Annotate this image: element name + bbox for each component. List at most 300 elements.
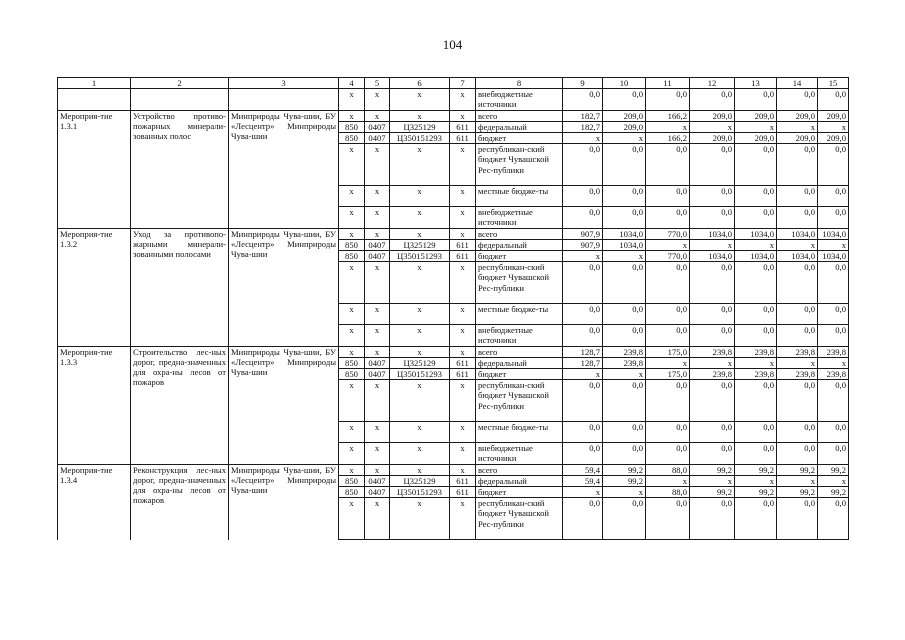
value-cell: 0,0 <box>646 304 690 325</box>
code-cell: 611 <box>450 133 476 144</box>
code-cell: 0407 <box>365 357 390 368</box>
code-cell: x <box>390 380 450 422</box>
value-cell: x <box>818 475 849 486</box>
code-cell: x <box>450 207 476 228</box>
value-cell: 209,0 <box>603 110 646 121</box>
funding-source-cell: внебюджетные источники <box>476 443 563 464</box>
value-cell: 0,0 <box>818 186 849 207</box>
value-cell: 0,0 <box>563 262 603 304</box>
code-cell: Ц350151293 <box>390 487 450 498</box>
column-number-2: 2 <box>131 78 229 89</box>
value-cell: 0,0 <box>603 144 646 186</box>
code-cell: 0407 <box>365 487 390 498</box>
value-cell: 1034,0 <box>735 251 777 262</box>
value-cell: 1034,0 <box>690 228 735 239</box>
code-cell: x <box>450 89 476 110</box>
value-cell: 770,0 <box>646 251 690 262</box>
value-cell: 239,8 <box>735 346 777 357</box>
value-cell: x <box>603 133 646 144</box>
value-cell: 0,0 <box>735 262 777 304</box>
funding-source-cell: республикан-ский бюджет Чувашской Рес-публики <box>476 498 563 540</box>
value-cell: x <box>563 369 603 380</box>
event-name: Строительство лес-ных дорог, предна-значенных для охра-ны лесов от пожаров <box>131 346 229 464</box>
value-cell: 239,8 <box>603 357 646 368</box>
value-cell: 0,0 <box>818 262 849 304</box>
value-cell: 59,4 <box>563 475 603 486</box>
code-cell: x <box>450 422 476 443</box>
code-cell: x <box>365 228 390 239</box>
value-cell: 0,0 <box>818 304 849 325</box>
code-cell: 611 <box>450 475 476 486</box>
code-cell: 611 <box>450 239 476 250</box>
value-cell: x <box>818 121 849 132</box>
code-cell: x <box>450 464 476 475</box>
value-cell: 209,0 <box>735 133 777 144</box>
event-id: Мероприя-тие 1.3.3 <box>58 346 131 464</box>
header-row <box>58 78 849 89</box>
event-name-cell <box>131 89 229 110</box>
event-executors: Минприроды Чува-шии, БУ «Лесцентр» Минприроды Чува-шии <box>229 346 339 464</box>
value-cell: 99,2 <box>690 464 735 475</box>
value-cell: 0,0 <box>603 422 646 443</box>
column-number-15: 15 <box>818 78 849 89</box>
value-cell: 0,0 <box>646 144 690 186</box>
value-cell: 0,0 <box>777 304 818 325</box>
value-cell: x <box>735 239 777 250</box>
value-cell: 0,0 <box>818 380 849 422</box>
value-cell: 0,0 <box>563 144 603 186</box>
value-cell: 1034,0 <box>690 251 735 262</box>
value-cell: 0,0 <box>690 89 735 110</box>
value-cell: 99,2 <box>777 487 818 498</box>
code-cell: x <box>450 186 476 207</box>
value-cell: 0,0 <box>690 422 735 443</box>
value-cell: x <box>735 475 777 486</box>
value-cell: 770,0 <box>646 228 690 239</box>
value-cell: x <box>690 239 735 250</box>
event-name: Реконструкция лес-ных дорог, предна-значенных для охра-ны лесов от пожаров <box>131 464 229 540</box>
value-cell: 209,0 <box>818 110 849 121</box>
funding-source-cell: бюджет <box>476 369 563 380</box>
code-cell: x <box>339 262 365 304</box>
funding-source-cell: местные бюдже-ты <box>476 186 563 207</box>
value-cell: 1034,0 <box>777 228 818 239</box>
value-cell: 239,8 <box>603 346 646 357</box>
value-cell: 209,0 <box>777 110 818 121</box>
value-cell: 0,0 <box>777 443 818 464</box>
value-cell: 0,0 <box>818 498 849 540</box>
value-cell: 0,0 <box>818 89 849 110</box>
value-cell: 209,0 <box>777 133 818 144</box>
code-cell: 611 <box>450 357 476 368</box>
value-cell: 0,0 <box>735 186 777 207</box>
value-cell: 0,0 <box>646 380 690 422</box>
column-number-12: 12 <box>690 78 735 89</box>
code-cell: 850 <box>339 133 365 144</box>
value-cell: 0,0 <box>735 207 777 228</box>
code-cell: Ц325129 <box>390 239 450 250</box>
value-cell: 0,0 <box>777 207 818 228</box>
funding-source-cell: бюджет <box>476 251 563 262</box>
value-cell: x <box>818 239 849 250</box>
value-cell: 0,0 <box>563 443 603 464</box>
column-number-3: 3 <box>229 78 339 89</box>
code-cell: x <box>390 464 450 475</box>
code-cell: x <box>450 144 476 186</box>
value-cell: 0,0 <box>735 422 777 443</box>
value-cell: 0,0 <box>690 262 735 304</box>
value-cell: 0,0 <box>690 186 735 207</box>
funding-source-cell: местные бюдже-ты <box>476 304 563 325</box>
code-cell: x <box>390 228 450 239</box>
value-cell: x <box>735 357 777 368</box>
code-cell: 0407 <box>365 251 390 262</box>
code-cell: 850 <box>339 357 365 368</box>
code-cell: x <box>365 443 390 464</box>
code-cell: x <box>339 304 365 325</box>
value-cell: 99,2 <box>690 487 735 498</box>
page-number: 104 <box>442 37 463 52</box>
value-cell: x <box>646 475 690 486</box>
value-cell: 0,0 <box>690 325 735 346</box>
value-cell: 99,2 <box>777 464 818 475</box>
value-cell: 0,0 <box>563 380 603 422</box>
value-cell: 0,0 <box>563 89 603 110</box>
funding-source-cell: федеральный <box>476 357 563 368</box>
value-cell: 0,0 <box>646 89 690 110</box>
value-cell: 0,0 <box>777 144 818 186</box>
value-cell: 0,0 <box>690 443 735 464</box>
value-cell: x <box>818 357 849 368</box>
code-cell: x <box>339 422 365 443</box>
column-number-11: 11 <box>646 78 690 89</box>
value-cell: 0,0 <box>563 498 603 540</box>
value-cell: 166,2 <box>646 133 690 144</box>
value-cell: 0,0 <box>735 89 777 110</box>
event-id-cell <box>58 89 131 110</box>
code-cell: x <box>450 380 476 422</box>
value-cell: 0,0 <box>735 498 777 540</box>
code-cell: x <box>390 186 450 207</box>
code-cell: x <box>390 498 450 540</box>
event-name: Уход за противопо-жарными минерали-зованными полосами <box>131 228 229 346</box>
code-cell: 0407 <box>365 475 390 486</box>
value-cell: 209,0 <box>818 133 849 144</box>
value-cell: 0,0 <box>818 443 849 464</box>
code-cell: x <box>390 110 450 121</box>
value-cell: 182,7 <box>563 110 603 121</box>
value-cell: 1034,0 <box>603 228 646 239</box>
value-cell: 0,0 <box>603 380 646 422</box>
code-cell: x <box>390 443 450 464</box>
value-cell: x <box>777 121 818 132</box>
value-cell: x <box>690 357 735 368</box>
value-cell: 0,0 <box>603 304 646 325</box>
value-cell: 209,0 <box>690 133 735 144</box>
value-cell: 175,0 <box>646 369 690 380</box>
code-cell: x <box>365 186 390 207</box>
value-cell: 0,0 <box>563 304 603 325</box>
code-cell: x <box>390 207 450 228</box>
column-number-6: 6 <box>390 78 450 89</box>
value-cell: 0,0 <box>735 325 777 346</box>
value-cell: 182,7 <box>563 121 603 132</box>
code-cell: x <box>450 304 476 325</box>
value-cell: 99,2 <box>603 464 646 475</box>
funding-source-cell: федеральный <box>476 475 563 486</box>
value-cell: 0,0 <box>563 325 603 346</box>
value-cell: 0,0 <box>818 144 849 186</box>
value-cell: 0,0 <box>646 422 690 443</box>
continuation-row <box>58 89 849 110</box>
value-cell: 88,0 <box>646 464 690 475</box>
event-name: Устройство противо-пожарных минерали-зованных полос <box>131 110 229 228</box>
code-cell: Ц350151293 <box>390 251 450 262</box>
value-cell: 1034,0 <box>818 251 849 262</box>
value-cell: 0,0 <box>735 304 777 325</box>
table-body <box>58 78 849 540</box>
value-cell: 0,0 <box>646 186 690 207</box>
code-cell: x <box>390 304 450 325</box>
code-cell: x <box>365 498 390 540</box>
code-cell: 0407 <box>365 239 390 250</box>
funding-source-cell: всего <box>476 228 563 239</box>
value-cell: x <box>735 121 777 132</box>
value-cell: 0,0 <box>735 144 777 186</box>
code-cell: x <box>365 144 390 186</box>
code-cell: x <box>339 325 365 346</box>
funding-source-cell: федеральный <box>476 121 563 132</box>
value-cell: x <box>563 133 603 144</box>
code-cell: x <box>339 380 365 422</box>
code-cell: x <box>339 443 365 464</box>
code-cell: x <box>390 144 450 186</box>
value-cell: x <box>690 121 735 132</box>
code-cell: x <box>339 89 365 110</box>
code-cell: x <box>365 464 390 475</box>
funding-source-cell: бюджет <box>476 487 563 498</box>
funding-source-cell: федеральный <box>476 239 563 250</box>
value-cell: 1034,0 <box>735 228 777 239</box>
value-cell: 0,0 <box>818 422 849 443</box>
funding-source-cell: республикан-ский бюджет Чувашской Рес-публики <box>476 380 563 422</box>
funding-source-cell: республикан-ский бюджет Чувашской Рес-публики <box>476 144 563 186</box>
event-id: Мероприя-тие 1.3.2 <box>58 228 131 346</box>
value-cell: 0,0 <box>690 498 735 540</box>
value-cell: 0,0 <box>603 186 646 207</box>
value-cell: 0,0 <box>603 207 646 228</box>
code-cell: x <box>365 380 390 422</box>
column-number-5: 5 <box>365 78 390 89</box>
value-cell: 0,0 <box>777 422 818 443</box>
code-cell: x <box>365 110 390 121</box>
funding-source-cell: местные бюдже-ты <box>476 422 563 443</box>
value-cell: 239,8 <box>818 346 849 357</box>
column-number-9: 9 <box>563 78 603 89</box>
event-3-row <box>58 346 849 357</box>
value-cell: 0,0 <box>735 443 777 464</box>
value-cell: x <box>690 475 735 486</box>
value-cell: x <box>777 357 818 368</box>
value-cell: 0,0 <box>690 144 735 186</box>
code-cell: x <box>390 325 450 346</box>
code-cell: 611 <box>450 121 476 132</box>
code-cell: 850 <box>339 369 365 380</box>
column-number-1: 1 <box>58 78 131 89</box>
funding-source-cell: всего <box>476 464 563 475</box>
value-cell: 99,2 <box>818 464 849 475</box>
value-cell: 0,0 <box>818 207 849 228</box>
value-cell: 1034,0 <box>603 239 646 250</box>
code-cell: 611 <box>450 251 476 262</box>
code-cell: x <box>450 325 476 346</box>
value-cell: 0,0 <box>603 325 646 346</box>
value-cell: 0,0 <box>777 380 818 422</box>
value-cell: 0,0 <box>563 207 603 228</box>
column-number-14: 14 <box>777 78 818 89</box>
value-cell: x <box>777 239 818 250</box>
value-cell: x <box>646 357 690 368</box>
funding-source-cell: всего <box>476 346 563 357</box>
value-cell: x <box>646 239 690 250</box>
code-cell: x <box>339 110 365 121</box>
value-cell: 0,0 <box>777 186 818 207</box>
value-cell: 209,0 <box>735 110 777 121</box>
code-cell: x <box>450 110 476 121</box>
value-cell: 0,0 <box>777 325 818 346</box>
value-cell: 0,0 <box>646 498 690 540</box>
funding-source-cell: внебюджетные источники <box>476 89 563 110</box>
code-cell: x <box>339 498 365 540</box>
column-number-8: 8 <box>476 78 563 89</box>
value-cell: 166,2 <box>646 110 690 121</box>
value-cell: x <box>563 251 603 262</box>
value-cell: 99,2 <box>818 487 849 498</box>
event-executors: Минприроды Чува-шии, БУ «Лесцентр» Минприроды Чува-шии <box>229 464 339 540</box>
value-cell: 239,8 <box>777 346 818 357</box>
value-cell: 175,0 <box>646 346 690 357</box>
code-cell: x <box>390 262 450 304</box>
funding-source-cell: республикан-ский бюджет Чувашской Рес-публики <box>476 262 563 304</box>
code-cell: x <box>339 144 365 186</box>
funding-source-cell: бюджет <box>476 133 563 144</box>
event-id: Мероприя-тие 1.3.4 <box>58 464 131 540</box>
value-cell: 59,4 <box>563 464 603 475</box>
column-number-10: 10 <box>603 78 646 89</box>
code-cell: x <box>365 304 390 325</box>
value-cell: 239,8 <box>735 369 777 380</box>
code-cell: 850 <box>339 121 365 132</box>
value-cell: x <box>603 487 646 498</box>
value-cell: x <box>603 251 646 262</box>
value-cell: x <box>563 487 603 498</box>
code-cell: x <box>450 498 476 540</box>
code-cell: 611 <box>450 487 476 498</box>
value-cell: 209,0 <box>690 110 735 121</box>
executor-cell <box>229 89 339 110</box>
value-cell: 239,8 <box>690 369 735 380</box>
code-cell: x <box>339 464 365 475</box>
code-cell: x <box>390 89 450 110</box>
value-cell: 239,8 <box>690 346 735 357</box>
value-cell: 0,0 <box>777 89 818 110</box>
code-cell: x <box>365 89 390 110</box>
code-cell: x <box>365 207 390 228</box>
value-cell: 99,2 <box>603 475 646 486</box>
value-cell: x <box>603 369 646 380</box>
code-cell: 611 <box>450 369 476 380</box>
value-cell: 907,9 <box>563 228 603 239</box>
value-cell: 0,0 <box>603 443 646 464</box>
funding-source-cell: всего <box>476 110 563 121</box>
value-cell: 0,0 <box>646 262 690 304</box>
value-cell: 0,0 <box>777 262 818 304</box>
value-cell: 239,8 <box>777 369 818 380</box>
value-cell: 0,0 <box>646 325 690 346</box>
code-cell: Ц350151293 <box>390 133 450 144</box>
event-executors: Минприроды Чува-шии, БУ «Лесцентр» Минприроды Чува-шии <box>229 110 339 228</box>
column-number-4: 4 <box>339 78 365 89</box>
code-cell: 850 <box>339 475 365 486</box>
code-cell: x <box>450 262 476 304</box>
code-cell: 0407 <box>365 121 390 132</box>
column-number-13: 13 <box>735 78 777 89</box>
value-cell: 0,0 <box>603 89 646 110</box>
code-cell: x <box>450 346 476 357</box>
value-cell: 0,0 <box>603 498 646 540</box>
code-cell: 850 <box>339 239 365 250</box>
event-1-row <box>58 110 849 121</box>
code-cell: 0407 <box>365 369 390 380</box>
code-cell: x <box>365 262 390 304</box>
value-cell: 99,2 <box>735 487 777 498</box>
funding-source-cell: внебюджетные источники <box>476 325 563 346</box>
value-cell: 239,8 <box>818 369 849 380</box>
value-cell: 0,0 <box>563 422 603 443</box>
code-cell: Ц325129 <box>390 121 450 132</box>
code-cell: x <box>365 346 390 357</box>
value-cell: 128,7 <box>563 346 603 357</box>
event-id: Мероприя-тие 1.3.1 <box>58 110 131 228</box>
code-cell: x <box>450 443 476 464</box>
event-2-row <box>58 228 849 239</box>
budget-table <box>57 77 849 540</box>
value-cell: x <box>646 121 690 132</box>
value-cell: 0,0 <box>563 186 603 207</box>
code-cell: x <box>339 207 365 228</box>
code-cell: 0407 <box>365 133 390 144</box>
code-cell: x <box>339 228 365 239</box>
value-cell: 0,0 <box>603 262 646 304</box>
column-number-7: 7 <box>450 78 476 89</box>
code-cell: 850 <box>339 487 365 498</box>
value-cell: 0,0 <box>690 380 735 422</box>
code-cell: x <box>365 325 390 346</box>
event-executors: Минприроды Чува-шии, БУ «Лесцентр» Минприроды Чува-шии <box>229 228 339 346</box>
code-cell: 850 <box>339 251 365 262</box>
code-cell: x <box>450 228 476 239</box>
value-cell: 88,0 <box>646 487 690 498</box>
event-4-row <box>58 464 849 475</box>
code-cell: Ц325129 <box>390 357 450 368</box>
code-cell: Ц325129 <box>390 475 450 486</box>
value-cell: 1034,0 <box>818 228 849 239</box>
code-cell: x <box>390 422 450 443</box>
value-cell: 0,0 <box>777 498 818 540</box>
code-cell: x <box>339 186 365 207</box>
value-cell: 128,7 <box>563 357 603 368</box>
code-cell: x <box>390 346 450 357</box>
